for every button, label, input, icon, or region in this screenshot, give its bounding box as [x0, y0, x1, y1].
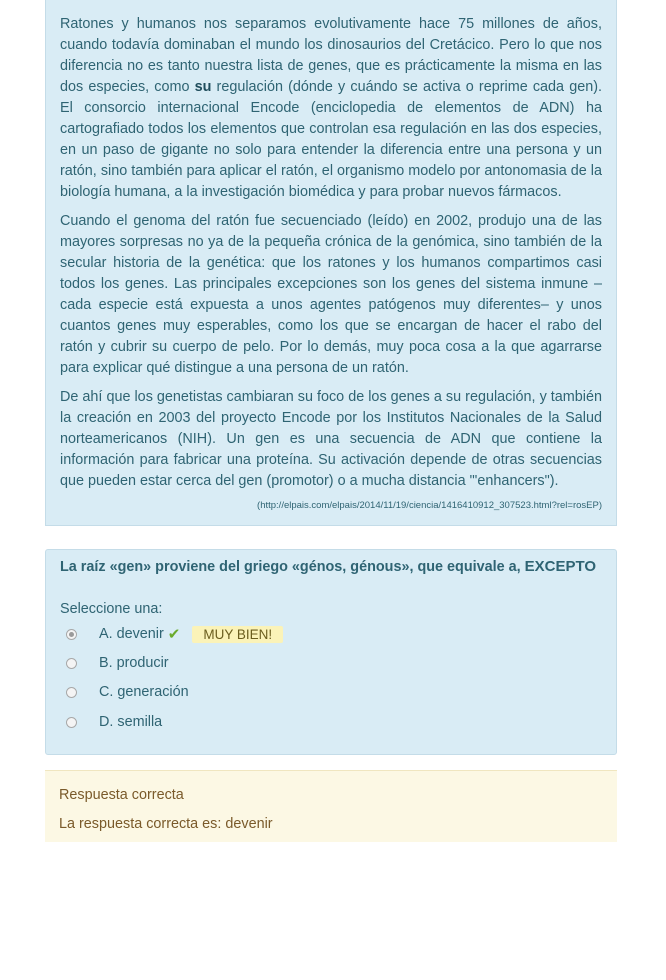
option-a[interactable] [66, 623, 283, 645]
passage-paragraph-1: Ratones y humanos nos separamos evolutivamente hace 75 millones de años, cuando todavía dominaban el mundo los dinosaurios del Cretácico. Pero lo que nos diferencia no es tanto nuestra lista de genes, que es prácticamente la misma en las dos especies, como su regulación (dónde y cuándo se activa o reprime cada gen). El consorcio internacional Encode (enciclopedia de elementos de ADN) ha cartografiado todos los elementos que controlan esa regulación en las dos especies, en un paso de gigante no solo para entender la diferencia entre una persona y un ratón, sino también para aplicar el ratón, el organismo modelo por antonomasia de la biología humana, a la investigación biomédica y para probar nuevos fármacos. [60, 16, 602, 200]
radio-option-d[interactable] [66, 717, 77, 728]
emphasis-su: su [194, 79, 212, 95]
radio-option-a[interactable] [66, 629, 77, 640]
option-b[interactable] [66, 652, 169, 674]
question-text: La raíz «gen» proviene del griego «génos, génous», que equivale a, EXCEPTO [60, 558, 597, 575]
passage-paragraph-3: De ahí que los genetistas cambiaran su foco de los genes a su regulación, y también la creación en 2003 del proyecto Encode por los Institutos Nacionales de la Salud norteamericanos (NIH). Un gen es una secuencia de ADN que contiene la información para fabricar una proteína. Su activación depende de otras secuencias que pueden estar cerca del gen (promotor) o a mucha distancia "'enhancers"). [60, 389, 602, 489]
reading-passage [45, 0, 617, 526]
option-d[interactable] [66, 711, 162, 733]
option-a-label[interactable]: A. devenir [99, 626, 164, 642]
option-d-label[interactable]: D. semilla [99, 714, 163, 730]
source-citation: (http://elpais.com/elpais/2014/11/19/ciencia/1416410912_307523.html?rel=rosEP) [257, 500, 602, 511]
feedback-status: Respuesta correcta [59, 787, 184, 803]
option-c-label[interactable]: C. generación [99, 684, 189, 700]
question-panel [45, 549, 617, 755]
option-b-label[interactable]: B. producir [99, 655, 169, 671]
correct-answer-text: La respuesta correcta es: devenir [59, 816, 273, 832]
question-emphasis: EXCEPTO [524, 558, 597, 575]
option-c[interactable] [66, 681, 189, 703]
select-prompt: Seleccione una: [60, 601, 163, 617]
radio-option-c[interactable] [66, 687, 77, 698]
passage-paragraph-2: Cuando el genoma del ratón fue secuenciado (leído) en 2002, produjo una de las mayores sorpresas no ya de la pequeña crónica de la genómica, sino también de la secular historia de la genética: que los ratones y los humanos compartimos casi todos los genes. Las principales excepciones son los genes del sistema inmune –cada especie está expuesta a unos agentes patógenos muy diferentes– y unos cuantos genes muy esperables, como los que se encargan de hacer el rabo del ratón y cubrir su cuerpo de pelo. Por lo demás, muy poca cosa a la que agarrarse para explicar qué distingue a una persona de un ratón. [60, 213, 602, 376]
check-icon: ✔ [167, 626, 181, 643]
feedback-panel [45, 770, 617, 842]
radio-option-b[interactable] [66, 658, 77, 669]
feedback-badge: MUY BIEN! [192, 626, 283, 643]
